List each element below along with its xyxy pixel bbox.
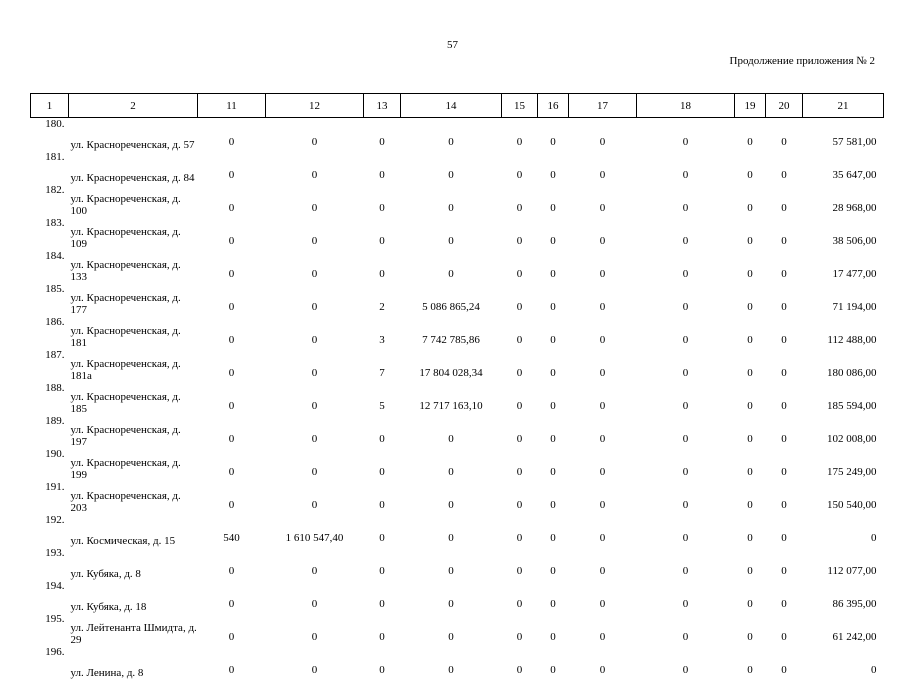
- column-header: 18: [637, 94, 735, 118]
- value-cell-19: 0: [735, 547, 766, 580]
- value-cell-11: 0: [198, 580, 266, 613]
- value-cell-16: 0: [538, 349, 569, 382]
- value-cell-20: 0: [766, 580, 803, 613]
- value-cell-13: 0: [364, 514, 401, 547]
- row-number: 188.: [31, 382, 69, 415]
- row-number: 186.: [31, 316, 69, 349]
- value-cell-21: 86 395,00: [803, 580, 884, 613]
- value-cell-20: 0: [766, 184, 803, 217]
- value-cell-12: 0: [266, 613, 364, 646]
- value-cell-13: 0: [364, 151, 401, 184]
- address-cell: ул. Краснореченская, д. 133: [69, 250, 198, 283]
- value-cell-17: 0: [569, 646, 637, 679]
- address-cell: ул. Краснореченская, д. 203: [69, 481, 198, 514]
- page-number: 57: [0, 39, 905, 51]
- value-cell-16: 0: [538, 283, 569, 316]
- value-cell-21: 38 506,00: [803, 217, 884, 250]
- value-cell-20: 0: [766, 415, 803, 448]
- value-cell-11: 0: [198, 217, 266, 250]
- value-cell-12: 0: [266, 646, 364, 679]
- value-cell-20: 0: [766, 349, 803, 382]
- value-cell-11: 0: [198, 283, 266, 316]
- value-cell-16: 0: [538, 415, 569, 448]
- table-row: [31, 349, 884, 382]
- value-cell-16: 0: [538, 217, 569, 250]
- value-cell-15: 0: [502, 184, 538, 217]
- column-header: 17: [569, 94, 637, 118]
- value-cell-21: 28 968,00: [803, 184, 884, 217]
- row-number: 181.: [31, 151, 69, 184]
- header-row: [31, 94, 884, 118]
- value-cell-19: 0: [735, 250, 766, 283]
- value-cell-19: 0: [735, 118, 766, 152]
- address-cell: ул. Космическая, д. 15: [69, 514, 198, 547]
- table-row: [31, 283, 884, 316]
- value-cell-12: 0: [266, 547, 364, 580]
- value-cell-21: 112 077,00: [803, 547, 884, 580]
- value-cell-19: 0: [735, 349, 766, 382]
- value-cell-12: 0: [266, 481, 364, 514]
- value-cell-18: 0: [637, 514, 735, 547]
- data-table: [30, 93, 884, 679]
- table-row: [31, 382, 884, 415]
- value-cell-17: 0: [569, 118, 637, 152]
- value-cell-17: 0: [569, 415, 637, 448]
- address-cell: ул. Краснореченская, д. 181: [69, 316, 198, 349]
- value-cell-12: 0: [266, 151, 364, 184]
- address-cell: ул. Краснореченская, д. 109: [69, 217, 198, 250]
- value-cell-11: 0: [198, 415, 266, 448]
- value-cell-21: 71 194,00: [803, 283, 884, 316]
- value-cell-15: 0: [502, 382, 538, 415]
- value-cell-15: 0: [502, 250, 538, 283]
- value-cell-17: 0: [569, 349, 637, 382]
- value-cell-16: 0: [538, 118, 569, 152]
- value-cell-14: 7 742 785,86: [401, 316, 502, 349]
- value-cell-17: 0: [569, 151, 637, 184]
- value-cell-18: 0: [637, 613, 735, 646]
- value-cell-16: 0: [538, 316, 569, 349]
- row-number: 180.: [31, 118, 69, 152]
- value-cell-14: 0: [401, 415, 502, 448]
- value-cell-21: 35 647,00: [803, 151, 884, 184]
- value-cell-19: 0: [735, 646, 766, 679]
- value-cell-11: 0: [198, 448, 266, 481]
- value-cell-12: 0: [266, 250, 364, 283]
- value-cell-15: 0: [502, 349, 538, 382]
- value-cell-15: 0: [502, 514, 538, 547]
- table-row: [31, 547, 884, 580]
- row-number: 194.: [31, 580, 69, 613]
- value-cell-18: 0: [637, 217, 735, 250]
- value-cell-12: 0: [266, 580, 364, 613]
- value-cell-15: 0: [502, 415, 538, 448]
- table-row: [31, 217, 884, 250]
- address-cell: ул. Краснореченская, д. 197: [69, 415, 198, 448]
- value-cell-21: 17 477,00: [803, 250, 884, 283]
- value-cell-19: 0: [735, 184, 766, 217]
- value-cell-14: 0: [401, 481, 502, 514]
- value-cell-20: 0: [766, 448, 803, 481]
- value-cell-13: 0: [364, 118, 401, 152]
- address-cell: ул. Краснореченская, д. 199: [69, 448, 198, 481]
- table-row: [31, 481, 884, 514]
- value-cell-15: 0: [502, 217, 538, 250]
- value-cell-18: 0: [637, 448, 735, 481]
- row-number: 185.: [31, 283, 69, 316]
- value-cell-15: 0: [502, 448, 538, 481]
- value-cell-16: 0: [538, 481, 569, 514]
- value-cell-15: 0: [502, 646, 538, 679]
- row-number: 195.: [31, 613, 69, 646]
- address-cell: ул. Краснореченская, д. 57: [69, 118, 198, 152]
- value-cell-16: 0: [538, 151, 569, 184]
- value-cell-19: 0: [735, 217, 766, 250]
- value-cell-20: 0: [766, 646, 803, 679]
- row-number: 189.: [31, 415, 69, 448]
- value-cell-17: 0: [569, 382, 637, 415]
- column-header: 20: [766, 94, 803, 118]
- value-cell-21: 102 008,00: [803, 415, 884, 448]
- value-cell-19: 0: [735, 613, 766, 646]
- table-row: [31, 316, 884, 349]
- value-cell-20: 0: [766, 613, 803, 646]
- value-cell-19: 0: [735, 448, 766, 481]
- address-cell: ул. Краснореченская, д. 84: [69, 151, 198, 184]
- value-cell-14: 0: [401, 217, 502, 250]
- address-cell: ул. Кубяка, д. 8: [69, 547, 198, 580]
- value-cell-19: 0: [735, 580, 766, 613]
- value-cell-17: 0: [569, 283, 637, 316]
- value-cell-21: 61 242,00: [803, 613, 884, 646]
- value-cell-12: 0: [266, 184, 364, 217]
- value-cell-14: 0: [401, 184, 502, 217]
- value-cell-15: 0: [502, 580, 538, 613]
- value-cell-15: 0: [502, 118, 538, 152]
- value-cell-13: 0: [364, 250, 401, 283]
- value-cell-12: 0: [266, 349, 364, 382]
- value-cell-11: 0: [198, 613, 266, 646]
- value-cell-13: 0: [364, 448, 401, 481]
- value-cell-20: 0: [766, 481, 803, 514]
- address-cell: ул. Краснореченская, д. 177: [69, 283, 198, 316]
- value-cell-16: 0: [538, 250, 569, 283]
- value-cell-19: 0: [735, 316, 766, 349]
- row-number: 187.: [31, 349, 69, 382]
- address-cell: ул. Краснореченская, д. 185: [69, 382, 198, 415]
- value-cell-20: 0: [766, 118, 803, 152]
- value-cell-18: 0: [637, 316, 735, 349]
- value-cell-15: 0: [502, 481, 538, 514]
- value-cell-18: 0: [637, 382, 735, 415]
- value-cell-16: 0: [538, 580, 569, 613]
- value-cell-13: 2: [364, 283, 401, 316]
- value-cell-18: 0: [637, 481, 735, 514]
- row-number: 183.: [31, 217, 69, 250]
- value-cell-13: 0: [364, 217, 401, 250]
- address-cell: ул. Ленина, д. 8: [69, 646, 198, 679]
- column-header: 15: [502, 94, 538, 118]
- value-cell-17: 0: [569, 547, 637, 580]
- value-cell-12: 0: [266, 283, 364, 316]
- value-cell-14: 0: [401, 580, 502, 613]
- value-cell-18: 0: [637, 151, 735, 184]
- value-cell-12: 0: [266, 382, 364, 415]
- table-row: [31, 580, 884, 613]
- value-cell-13: 0: [364, 481, 401, 514]
- table-row: [31, 646, 884, 679]
- column-header: 2: [69, 94, 198, 118]
- value-cell-11: 0: [198, 118, 266, 152]
- value-cell-11: 0: [198, 250, 266, 283]
- value-cell-21: 180 086,00: [803, 349, 884, 382]
- appendix-note: Продолжение приложения № 2: [730, 55, 875, 67]
- value-cell-19: 0: [735, 382, 766, 415]
- row-number: 182.: [31, 184, 69, 217]
- value-cell-13: 3: [364, 316, 401, 349]
- table-row: [31, 613, 884, 646]
- column-header: 13: [364, 94, 401, 118]
- value-cell-20: 0: [766, 283, 803, 316]
- value-cell-19: 0: [735, 283, 766, 316]
- value-cell-20: 0: [766, 382, 803, 415]
- value-cell-11: 0: [198, 646, 266, 679]
- table-row: [31, 151, 884, 184]
- table-row: [31, 448, 884, 481]
- value-cell-18: 0: [637, 646, 735, 679]
- value-cell-17: 0: [569, 448, 637, 481]
- value-cell-18: 0: [637, 118, 735, 152]
- value-cell-14: 0: [401, 448, 502, 481]
- value-cell-18: 0: [637, 547, 735, 580]
- row-number: 184.: [31, 250, 69, 283]
- column-header: 21: [803, 94, 884, 118]
- value-cell-21: 0: [803, 514, 884, 547]
- value-cell-17: 0: [569, 481, 637, 514]
- value-cell-14: 0: [401, 151, 502, 184]
- value-cell-21: 175 249,00: [803, 448, 884, 481]
- column-header: 19: [735, 94, 766, 118]
- column-header: 16: [538, 94, 569, 118]
- row-number: 191.: [31, 481, 69, 514]
- value-cell-14: 17 804 028,34: [401, 349, 502, 382]
- address-cell: ул. Краснореченская, д. 181а: [69, 349, 198, 382]
- value-cell-20: 0: [766, 316, 803, 349]
- value-cell-15: 0: [502, 613, 538, 646]
- value-cell-12: 0: [266, 316, 364, 349]
- value-cell-13: 0: [364, 184, 401, 217]
- value-cell-11: 540: [198, 514, 266, 547]
- value-cell-18: 0: [637, 250, 735, 283]
- table-row: [31, 415, 884, 448]
- value-cell-13: 0: [364, 415, 401, 448]
- address-cell: ул. Краснореченская, д. 100: [69, 184, 198, 217]
- value-cell-16: 0: [538, 184, 569, 217]
- value-cell-14: 0: [401, 250, 502, 283]
- value-cell-19: 0: [735, 415, 766, 448]
- value-cell-17: 0: [569, 250, 637, 283]
- column-header: 14: [401, 94, 502, 118]
- value-cell-13: 5: [364, 382, 401, 415]
- value-cell-12: 0: [266, 448, 364, 481]
- value-cell-21: 112 488,00: [803, 316, 884, 349]
- column-header: 11: [198, 94, 266, 118]
- value-cell-21: 185 594,00: [803, 382, 884, 415]
- value-cell-18: 0: [637, 283, 735, 316]
- value-cell-11: 0: [198, 481, 266, 514]
- row-number: 192.: [31, 514, 69, 547]
- value-cell-20: 0: [766, 547, 803, 580]
- value-cell-12: 1 610 547,40: [266, 514, 364, 547]
- value-cell-16: 0: [538, 613, 569, 646]
- value-cell-15: 0: [502, 547, 538, 580]
- value-cell-13: 0: [364, 646, 401, 679]
- row-number: 190.: [31, 448, 69, 481]
- value-cell-14: 0: [401, 613, 502, 646]
- value-cell-17: 0: [569, 184, 637, 217]
- value-cell-15: 0: [502, 316, 538, 349]
- value-cell-17: 0: [569, 316, 637, 349]
- value-cell-14: 0: [401, 547, 502, 580]
- value-cell-14: 12 717 163,10: [401, 382, 502, 415]
- table-row: [31, 118, 884, 152]
- column-header: 1: [31, 94, 69, 118]
- value-cell-16: 0: [538, 646, 569, 679]
- value-cell-16: 0: [538, 547, 569, 580]
- value-cell-21: 150 540,00: [803, 481, 884, 514]
- value-cell-18: 0: [637, 184, 735, 217]
- value-cell-11: 0: [198, 151, 266, 184]
- value-cell-18: 0: [637, 415, 735, 448]
- table-body: [31, 118, 884, 679]
- value-cell-13: 0: [364, 580, 401, 613]
- value-cell-16: 0: [538, 514, 569, 547]
- value-cell-14: 5 086 865,24: [401, 283, 502, 316]
- value-cell-17: 0: [569, 514, 637, 547]
- value-cell-11: 0: [198, 316, 266, 349]
- table-row: [31, 250, 884, 283]
- value-cell-19: 0: [735, 151, 766, 184]
- value-cell-17: 0: [569, 613, 637, 646]
- row-number: 196.: [31, 646, 69, 679]
- value-cell-20: 0: [766, 514, 803, 547]
- value-cell-17: 0: [569, 580, 637, 613]
- value-cell-12: 0: [266, 217, 364, 250]
- value-cell-18: 0: [637, 349, 735, 382]
- value-cell-20: 0: [766, 151, 803, 184]
- value-cell-21: 0: [803, 646, 884, 679]
- row-number: 193.: [31, 547, 69, 580]
- value-cell-16: 0: [538, 448, 569, 481]
- value-cell-14: 0: [401, 118, 502, 152]
- value-cell-20: 0: [766, 217, 803, 250]
- value-cell-14: 0: [401, 514, 502, 547]
- value-cell-17: 0: [569, 217, 637, 250]
- value-cell-16: 0: [538, 382, 569, 415]
- value-cell-20: 0: [766, 250, 803, 283]
- value-cell-19: 0: [735, 481, 766, 514]
- column-header: 12: [266, 94, 364, 118]
- value-cell-13: 0: [364, 613, 401, 646]
- value-cell-13: 0: [364, 547, 401, 580]
- value-cell-11: 0: [198, 382, 266, 415]
- table-row: [31, 184, 884, 217]
- value-cell-13: 7: [364, 349, 401, 382]
- value-cell-11: 0: [198, 184, 266, 217]
- value-cell-11: 0: [198, 349, 266, 382]
- value-cell-21: 57 581,00: [803, 118, 884, 152]
- value-cell-12: 0: [266, 118, 364, 152]
- value-cell-11: 0: [198, 547, 266, 580]
- value-cell-15: 0: [502, 151, 538, 184]
- value-cell-12: 0: [266, 415, 364, 448]
- value-cell-14: 0: [401, 646, 502, 679]
- value-cell-15: 0: [502, 283, 538, 316]
- value-cell-19: 0: [735, 514, 766, 547]
- address-cell: ул. Кубяка, д. 18: [69, 580, 198, 613]
- value-cell-18: 0: [637, 580, 735, 613]
- address-cell: ул. Лейтенанта Шмидта, д. 29: [69, 613, 198, 646]
- table-row: [31, 514, 884, 547]
